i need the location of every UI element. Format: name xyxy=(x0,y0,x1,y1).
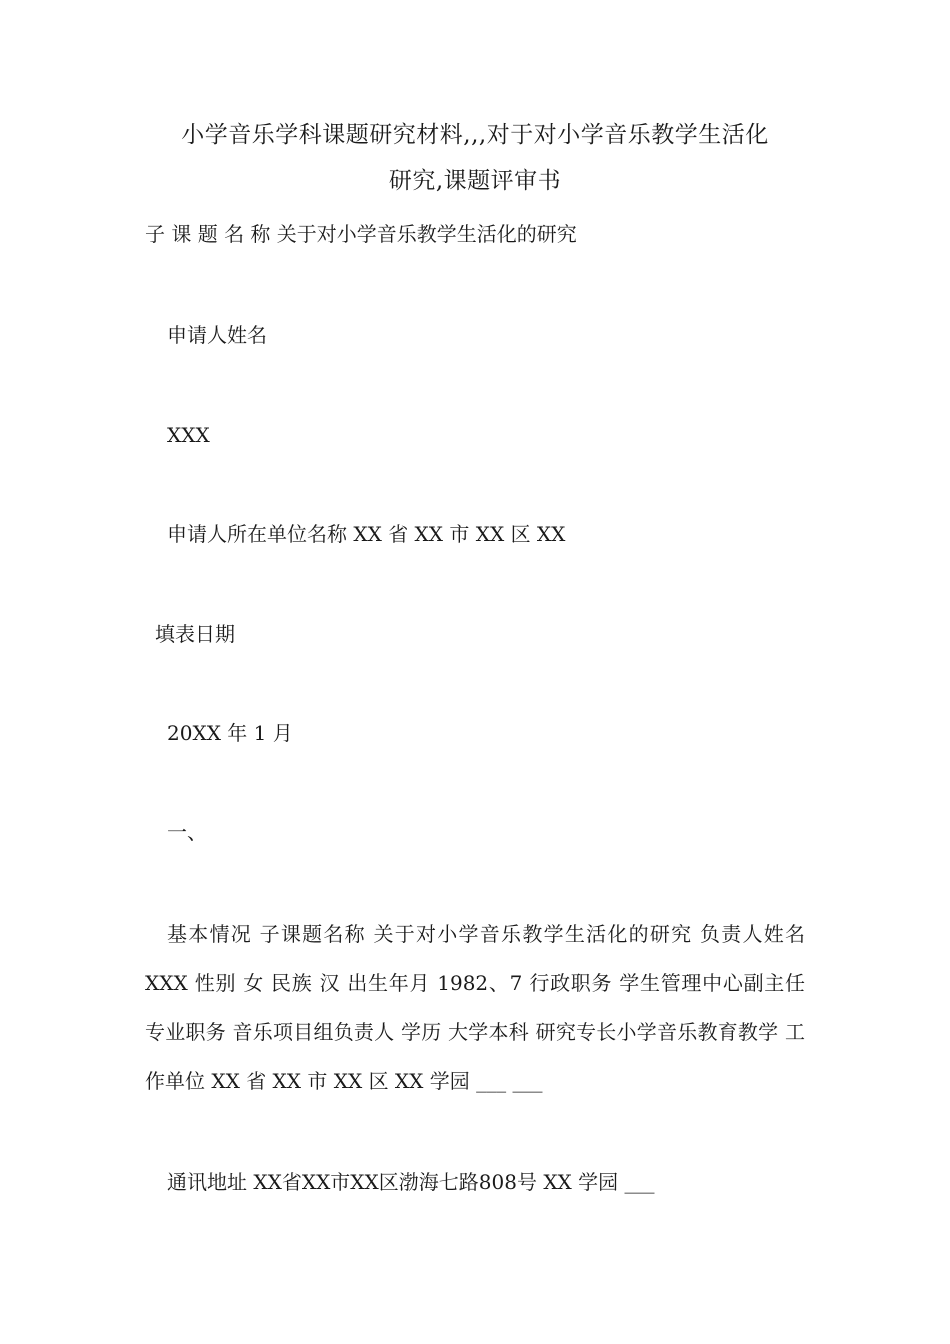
subject-name-line: 子 课 题 名 称 关于对小学音乐教学生活化的研究 xyxy=(145,222,577,246)
applicant-unit-line: 申请人所在单位名称 XX 省 XX 市 XX 区 XX xyxy=(167,522,566,546)
title-line-1: 小学音乐学科课题研究材料,,,对于对小学音乐教学生活化 xyxy=(181,122,769,148)
document-title xyxy=(140,112,810,204)
applicant-name-value: XXX xyxy=(167,423,210,447)
fill-date-label: 填表日期 xyxy=(155,622,235,646)
applicant-name-label: 申请人姓名 xyxy=(167,323,267,347)
title-line-2: 研究,课题评审书 xyxy=(388,168,562,194)
fill-date-value: 20XX 年 1 月 xyxy=(167,721,293,745)
address-line: 通讯地址 XX省XX市XX区渤海七路808号 XX 学园 ___ xyxy=(167,1170,655,1194)
basic-info-paragraph: 基本情况 子课题名称 关于对小学音乐教学生活化的研究 负责人姓名 XXX 性别 女 民族 汉 出生年月 1982、7 行政职务 学生管理中心副主任 专业职务 音乐项目组负责人 学历 大学本科 研究专长小学音乐教育教学 工作单位 XX 省 XX 市 XX 区 XX 学园 ___ ___ xyxy=(145,922,805,1093)
section-number: 一、 xyxy=(167,820,207,844)
